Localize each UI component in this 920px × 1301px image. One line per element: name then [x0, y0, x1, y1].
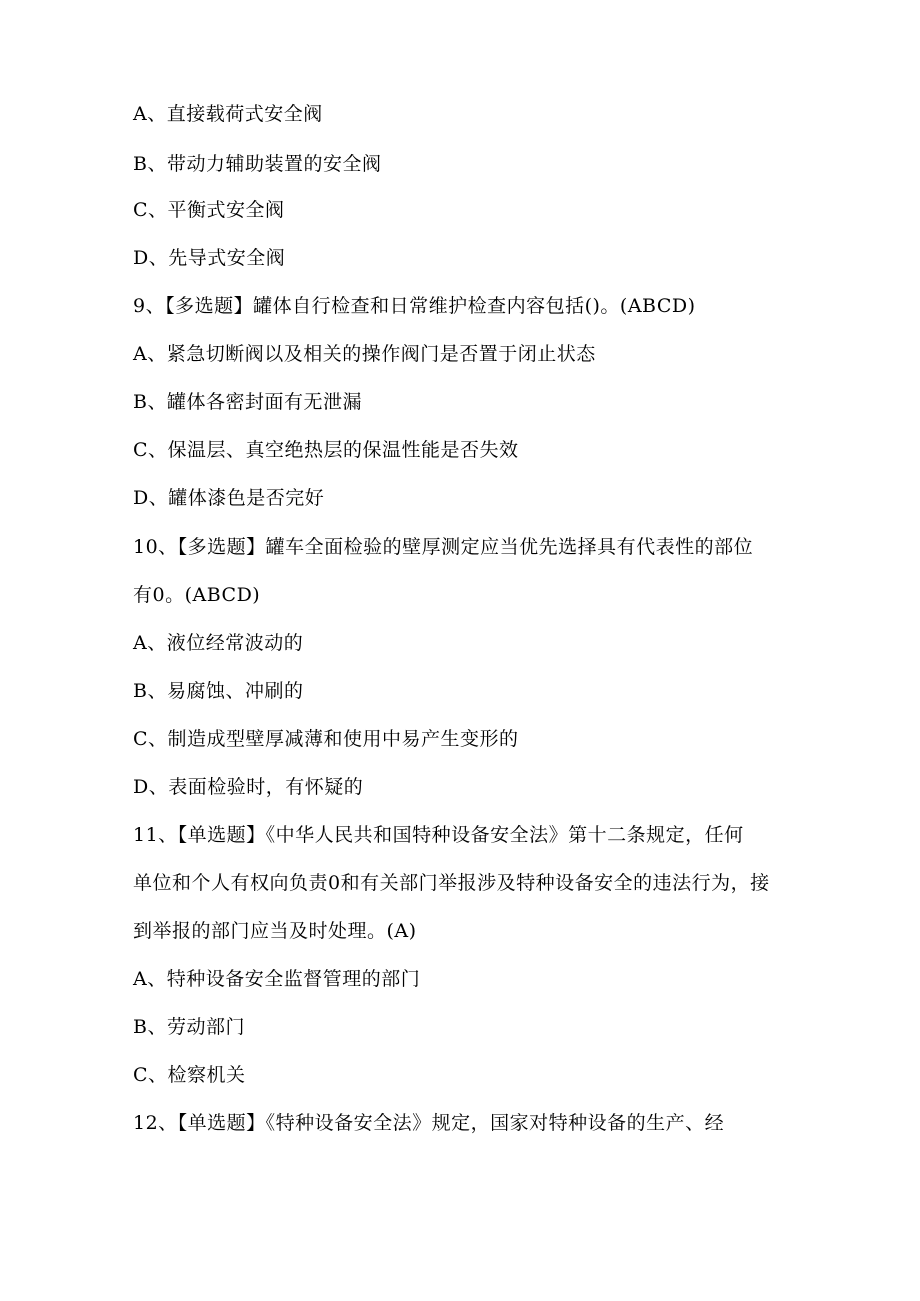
question-11-line-2: 单位和个人有权向负责0和有关部门举报涉及特种设备安全的违法行为，接	[133, 872, 770, 894]
option-10a: A、液位经常波动的	[133, 632, 304, 654]
question-11-line-3: 到举报的部门应当及时处理。(A)	[133, 920, 417, 942]
option-9d: D、罐体漆色是否完好	[133, 487, 325, 509]
option-11b: B、劳动部门	[133, 1016, 245, 1038]
option-8c: C、平衡式安全阀	[133, 199, 285, 221]
question-11-line-1: 11、【单选题】《中华人民共和国特种设备安全法》第十二条规定，任何	[133, 824, 744, 846]
option-8b: B、带动力辅助装置的安全阀	[133, 153, 382, 175]
question-12-line-1: 12、【单选题】《特种设备安全法》规定，国家对特种设备的生产、经	[133, 1112, 725, 1134]
question-9: 9、【多选题】罐体自行检查和日常维护检查内容包括()。(ABCD)	[133, 295, 696, 317]
option-10c: C、制造成型壁厚减薄和使用中易产生变形的	[133, 728, 519, 750]
question-10-line-1: 10、【多选题】罐车全面检验的壁厚测定应当优先选择具有代表性的部位	[133, 536, 754, 558]
option-10b: B、易腐蚀、冲刷的	[133, 680, 304, 702]
option-9a: A、紧急切断阀以及相关的操作阀门是否置于闭止状态	[133, 343, 596, 365]
option-11a: A、特种设备安全监督管理的部门	[133, 968, 421, 990]
option-10d: D、表面检验时，有怀疑的	[133, 776, 364, 798]
option-9c: C、保温层、真空绝热层的保温性能是否失效	[133, 439, 519, 461]
option-11c: C、检察机关	[133, 1064, 246, 1086]
option-9b: B、罐体各密封面有无泄漏	[133, 391, 362, 413]
question-10-line-2: 有0。(ABCD)	[133, 584, 261, 606]
option-8a: A、直接载荷式安全阀	[133, 103, 323, 125]
option-8d: D、先导式安全阀	[133, 247, 286, 269]
